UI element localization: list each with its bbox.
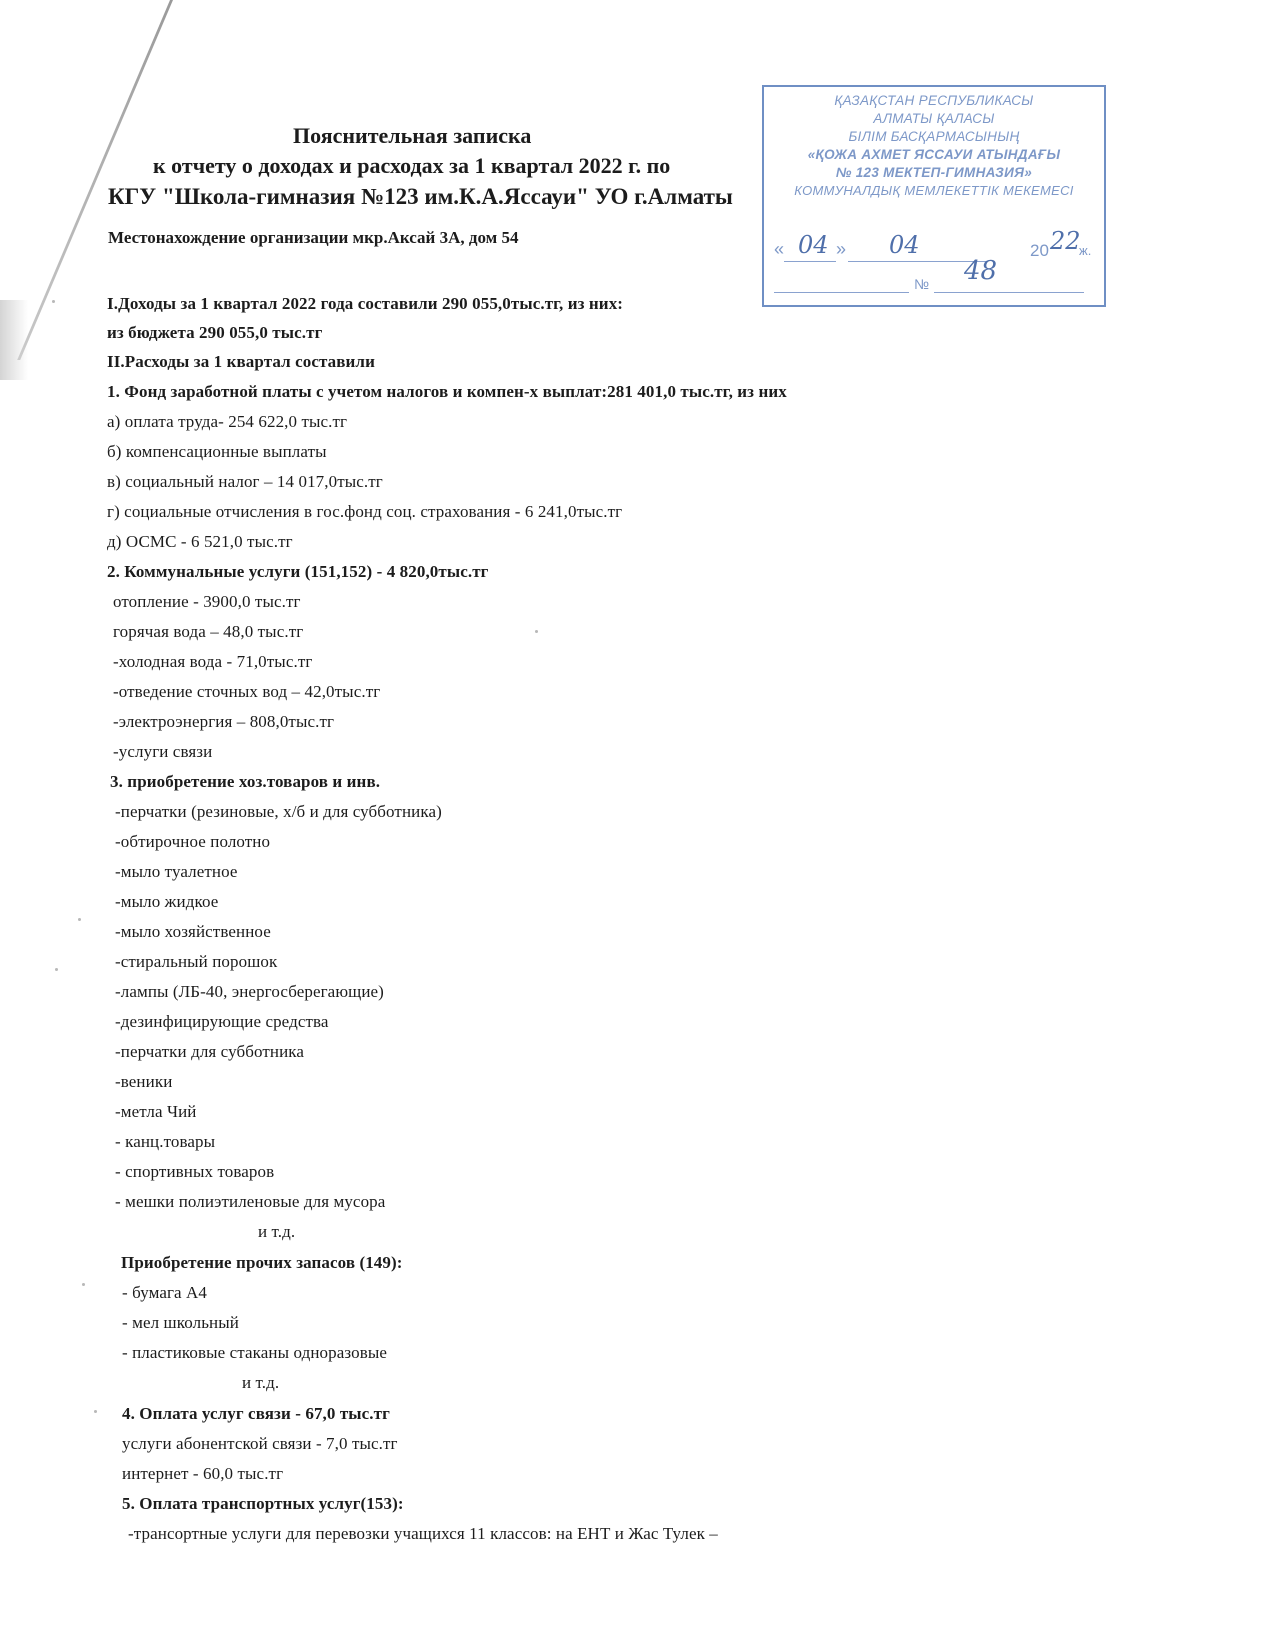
document-subtitle: к отчету о доходах и расходах за 1 квартал 2022 г. по [153, 153, 671, 178]
scan-edge-shadow [0, 300, 28, 380]
stamp-date-day: 04 [798, 231, 829, 259]
list-item: -дезинфицирующие средства [115, 1012, 329, 1031]
stamp-date-year: 22 [1050, 227, 1081, 255]
section-2-heading: 2. Коммунальные услуги (151,152) - 4 820,0тыс.тг [107, 562, 489, 581]
scan-speck [535, 630, 538, 633]
scan-speck [52, 300, 55, 303]
stamp-line: № 123 МЕКТЕП-ГИМНАЗИЯ» [835, 165, 1033, 180]
list-item: - канц.товары [115, 1132, 216, 1151]
list-item: услуги абонентской связи - 7,0 тыс.тг [122, 1434, 398, 1453]
list-item: -услуги связи [113, 742, 213, 761]
list-item: -мыло туалетное [115, 862, 238, 881]
list-item: -стиральный порошок [115, 952, 278, 971]
other-supplies-heading: Приобретение прочих запасов (149): [121, 1253, 403, 1272]
list-item: -метла Чий [115, 1102, 197, 1121]
list-item: -обтирочное полотно [115, 832, 271, 851]
list-item: - спортивных товаров [115, 1162, 275, 1181]
section-3-heading: 3. приобретение хоз.товаров и инв. [110, 772, 381, 791]
list-item: -мыло жидкое [115, 892, 219, 911]
stamp-date-row: « 04 » 04 20 22 ж. [774, 227, 1092, 260]
list-item: -перчатки (резиновые, х/б и для субботника) [115, 802, 442, 821]
list-item: отопление - 3900,0 тыс.тг [113, 592, 301, 611]
stamp-line: КОММУНАЛДЫҚ МЕМЛЕКЕТТІК МЕКЕМЕСІ [794, 183, 1074, 198]
list-item: -лампы (ЛБ-40, энергосберегающие) [115, 982, 384, 1001]
organization-location: Местонахождение организации мкр.Аксай 3А, дом 54 [108, 228, 519, 247]
stamp-date-suffix: ж. [1079, 243, 1092, 258]
list-etc: и т.д. [242, 1373, 280, 1392]
list-item: -веники [115, 1072, 173, 1091]
list-item: б) компенсационные выплаты [107, 442, 327, 461]
list-item: -отведение сточных вод – 42,0тыс.тг [113, 682, 381, 701]
list-item: -мыло хозяйственное [115, 922, 271, 941]
stamp-line: «ҚОЖА АХМЕТ ЯССАУИ АТЫНДАҒЫ [807, 147, 1061, 162]
list-etc: и т.д. [258, 1222, 296, 1241]
stamp-number-label: № [914, 276, 930, 292]
list-item: - мел школьный [122, 1313, 239, 1332]
scan-speck [82, 1283, 85, 1286]
list-item: в) социальный налог – 14 017,0тыс.тг [107, 472, 383, 491]
section-4-heading: 4. Оплата услуг связи - 67,0 тыс.тг [122, 1404, 390, 1423]
expenses-heading: II.Расходы за 1 квартал составили [107, 352, 375, 371]
document-title: Пояснительная записка [293, 123, 532, 148]
list-item: -электроэнергия – 808,0тыс.тг [113, 712, 335, 731]
list-item: г) социальные отчисления в гос.фонд соц. страхования - 6 241,0тыс.тг [107, 502, 623, 521]
list-item: - мешки полиэтиленовые для мусора [115, 1192, 386, 1211]
list-item: горячая вода – 48,0 тыс.тг [113, 622, 304, 641]
stamp-date-month: 04 [889, 231, 920, 259]
list-item: -холодная вода - 71,0тыс.тг [113, 652, 313, 671]
scan-speck [55, 968, 58, 971]
stamp-number: 48 [964, 256, 998, 286]
list-item: интернет - 60,0 тыс.тг [122, 1464, 284, 1483]
scan-speck [94, 1410, 97, 1413]
stamp-line: ҚАЗАҚСТАН РЕСПУБЛИКАСЫ [834, 93, 1034, 108]
income-heading: I.Доходы за 1 квартал 2022 года составили 290 055,0тыс.тг, из них: [107, 294, 624, 313]
section-5-heading: 5. Оплата транспортных услуг(153): [122, 1494, 404, 1513]
list-item: - бумага А4 [122, 1283, 208, 1302]
organization-name: КГУ "Школа-гимназия №123 им.К.А.Яссауи" УО г.Алматы [108, 184, 733, 209]
list-item: -перчатки для субботника [115, 1042, 305, 1061]
list-item: д) ОСМС - 6 521,0 тыс.тг [107, 532, 293, 551]
list-item: - пластиковые стаканы одноразовые [122, 1343, 388, 1362]
section-1-heading: 1. Фонд заработной платы с учетом налогов и компен-х выплат:281 401,0 тыс.тг, из них [107, 382, 787, 401]
stamp-line: БІЛІМ БАСҚАРМАСЫНЫҢ [848, 129, 1020, 144]
list-item: а) оплата труда- 254 622,0 тыс.тг [107, 412, 348, 431]
income-budget: из бюджета 290 055,0 тыс.тг [107, 323, 323, 342]
registration-stamp [762, 85, 1106, 307]
stamp-date-year-prefix: 20 [1030, 241, 1049, 260]
list-item: -трансортные услуги для перевозки учащихся 11 классов: на ЕНТ и Жас Тулек – [128, 1524, 718, 1543]
stamp-number-row [774, 256, 1094, 298]
stamp-line: АЛМАТЫ ҚАЛАСЫ [873, 111, 995, 126]
scan-speck [78, 918, 81, 921]
